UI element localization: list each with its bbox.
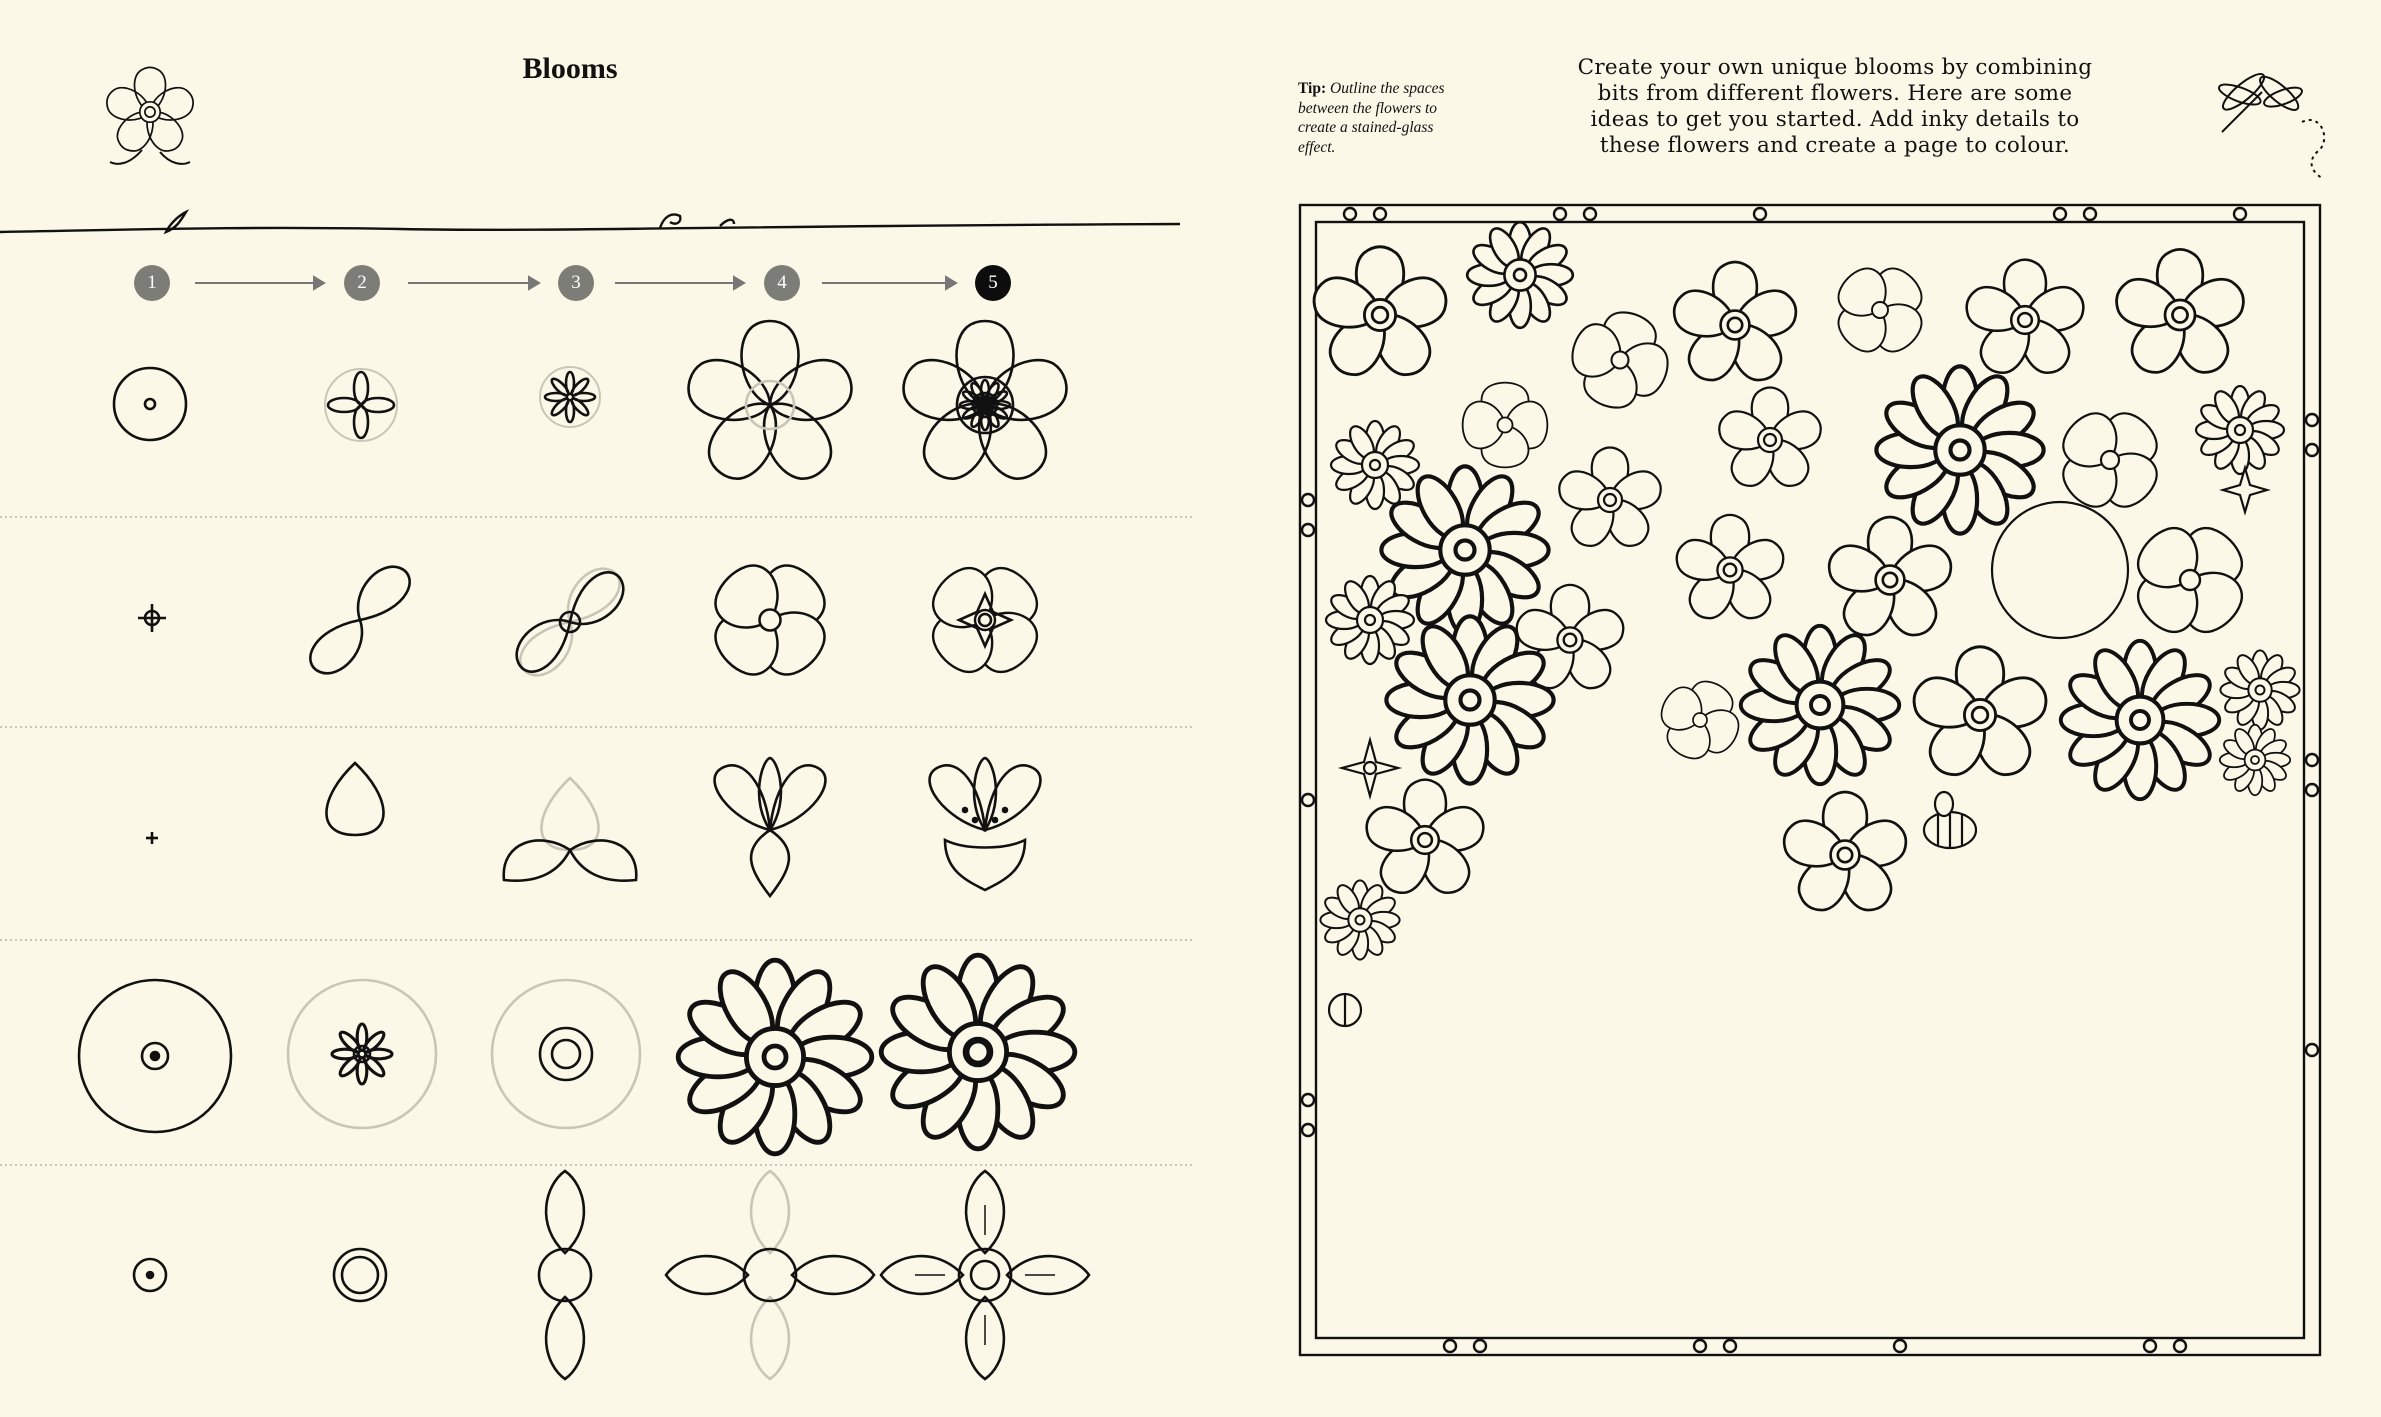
tip-note bbox=[1298, 79, 1473, 157]
row-4-daisy-bloom bbox=[79, 955, 1075, 1154]
step-badge-2: 2 bbox=[344, 265, 380, 301]
dragonfly-illustration bbox=[2217, 69, 2325, 178]
flower-field bbox=[1308, 222, 2300, 1026]
row-5-diamond-bloom bbox=[134, 1171, 1089, 1379]
top-flower-ornament bbox=[103, 67, 197, 163]
row-3-three-petal-bloom bbox=[146, 758, 1040, 896]
intro-line: Create your own unique blooms by combining bbox=[1577, 55, 2093, 80]
step-badge-1: 1 bbox=[134, 265, 170, 301]
row-1-round-bloom bbox=[114, 321, 1074, 490]
tip-label: Tip: bbox=[1298, 80, 1327, 97]
vine-divider bbox=[0, 212, 1180, 232]
step-badge-4: 4 bbox=[764, 265, 800, 301]
step-badge-3: 3 bbox=[558, 265, 594, 301]
page-title: Blooms bbox=[522, 52, 618, 85]
tip-text: Outline the spaces between the flowers to create a stained-glass effect. bbox=[1298, 80, 1445, 156]
intro-line: ideas to get you started. Add inky details to bbox=[1590, 107, 2080, 132]
intro-paragraph bbox=[1555, 55, 2115, 159]
intro-line: bits from different flowers. Here are some bbox=[1597, 81, 2073, 106]
row-2-four-petal-bloom bbox=[138, 536, 1065, 704]
intro-line: these flowers and create a page to colour. bbox=[1599, 133, 2071, 158]
step-badge-5: 5 bbox=[975, 265, 1011, 301]
